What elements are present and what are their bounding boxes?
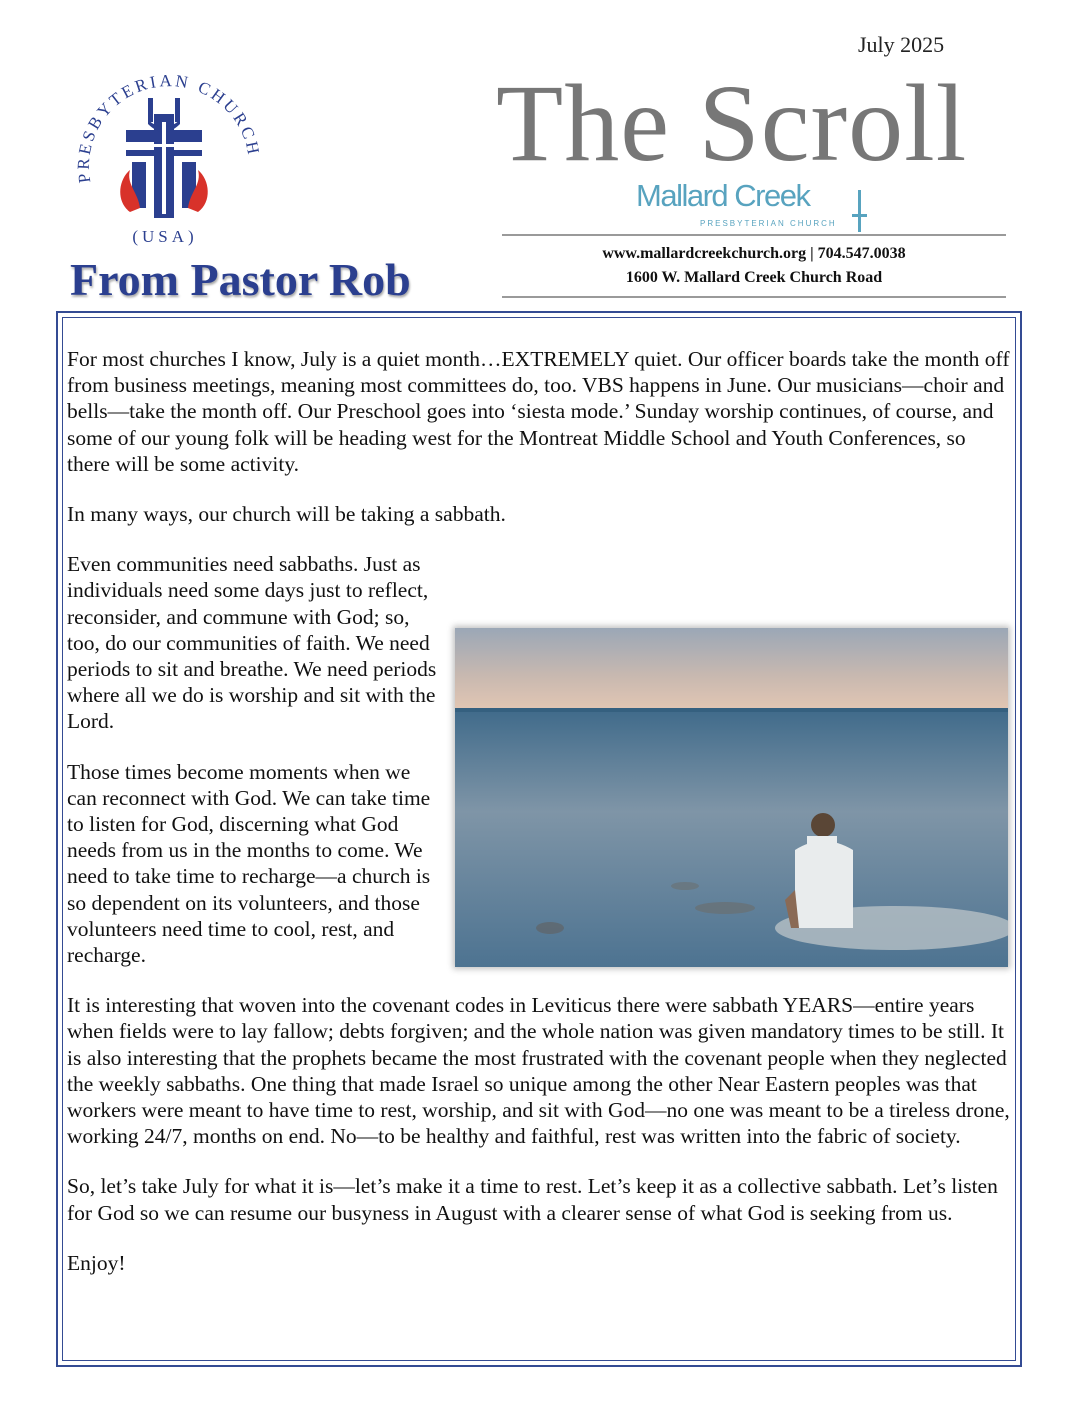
article-paragraph: In many ways, our church will be taking a sabbath. xyxy=(67,502,506,527)
article-paragraph: So, let’s take July for what it is—let’s make it a time to rest. Let’s keep it as a collective sabbath. Let’s listen for God so we can resume our busyness in August with a clearer sense of what God is seeking from us. xyxy=(67,1174,998,1225)
issue-date: July 2025 xyxy=(858,32,945,57)
church-logo-subtitle: PRESBYTERIAN CHURCH xyxy=(700,219,837,228)
article-paragraph: Those times become moments when we can reconnect with God. We can take time to listen for God, discerning what God needs from us in the months to come. We need to take time to recharge—a church is so dependent on its volunteers, and those volunteers need time to cool, rest, and recharge. xyxy=(67,759,431,968)
article-title: From Pastor Rob xyxy=(70,254,411,305)
logo-bottom-text: (USA) xyxy=(132,227,198,246)
article-paragraph-text: Even communities need sabbaths. Just as individuals need some days just to reflect, reconsider, and commune with God; so, too, do our communities of faith. We need periods to sit and breathe. We need periods where all we do is worship and sit with the Lord. xyxy=(67,552,437,734)
contact-website-phone: www.mallardcreekchurch.org | 704.547.0038 xyxy=(602,245,906,262)
presbyterian-seal-icon xyxy=(72,62,272,252)
newsletter-title: The Scroll xyxy=(496,62,968,184)
person-by-sea-photo xyxy=(455,628,1008,967)
logo-arc-text: PRESBYTERIAN CHURCH xyxy=(73,71,264,185)
contact-address: 1600 W. Mallard Creek Church Road xyxy=(625,269,883,286)
header-divider-top xyxy=(502,234,1006,236)
article-paragraph: It is interesting that woven into the covenant codes in Leviticus there were sabbath YEARS—entire years when fields were to lay fallow; debts forgiven; and the whole nation was given mandatory times to be still. It is also interesting that the prophets became the most frustrated with the covenant people when they neglected the weekly sabbaths. One thing that made Israel so unique among the other Near Eastern peoples was that workers were meant to have time to rest, worship, and sit with God—no one was meant to be a tireless drone, working 24/7, months on end. No—to be healthy and faithful, rest was written into the fabric of society. xyxy=(67,993,1010,1149)
article-paragraph: For most churches I know, July is a quiet month…EXTREMELY quiet. Our officer boards take the month off from business meetings, meaning most committees do, too. VBS happens in June. Our musicians—choir and bells—take the month off. Our Preschool goes into ‘siesta mode.’ Sunday worship continues, of course, and some of our young folk will be heading west for the Montreat Middle School and Youth Conferences, so there will be some activity. xyxy=(67,347,1010,476)
article-paragraph: Enjoy! xyxy=(67,1250,126,1275)
cross-icon xyxy=(850,186,870,236)
header-divider-bottom xyxy=(502,296,1006,298)
article-photo xyxy=(455,628,1008,967)
church-logo-name: Mallard Creek xyxy=(636,178,810,213)
presbyterian-seal-logo xyxy=(72,62,272,252)
